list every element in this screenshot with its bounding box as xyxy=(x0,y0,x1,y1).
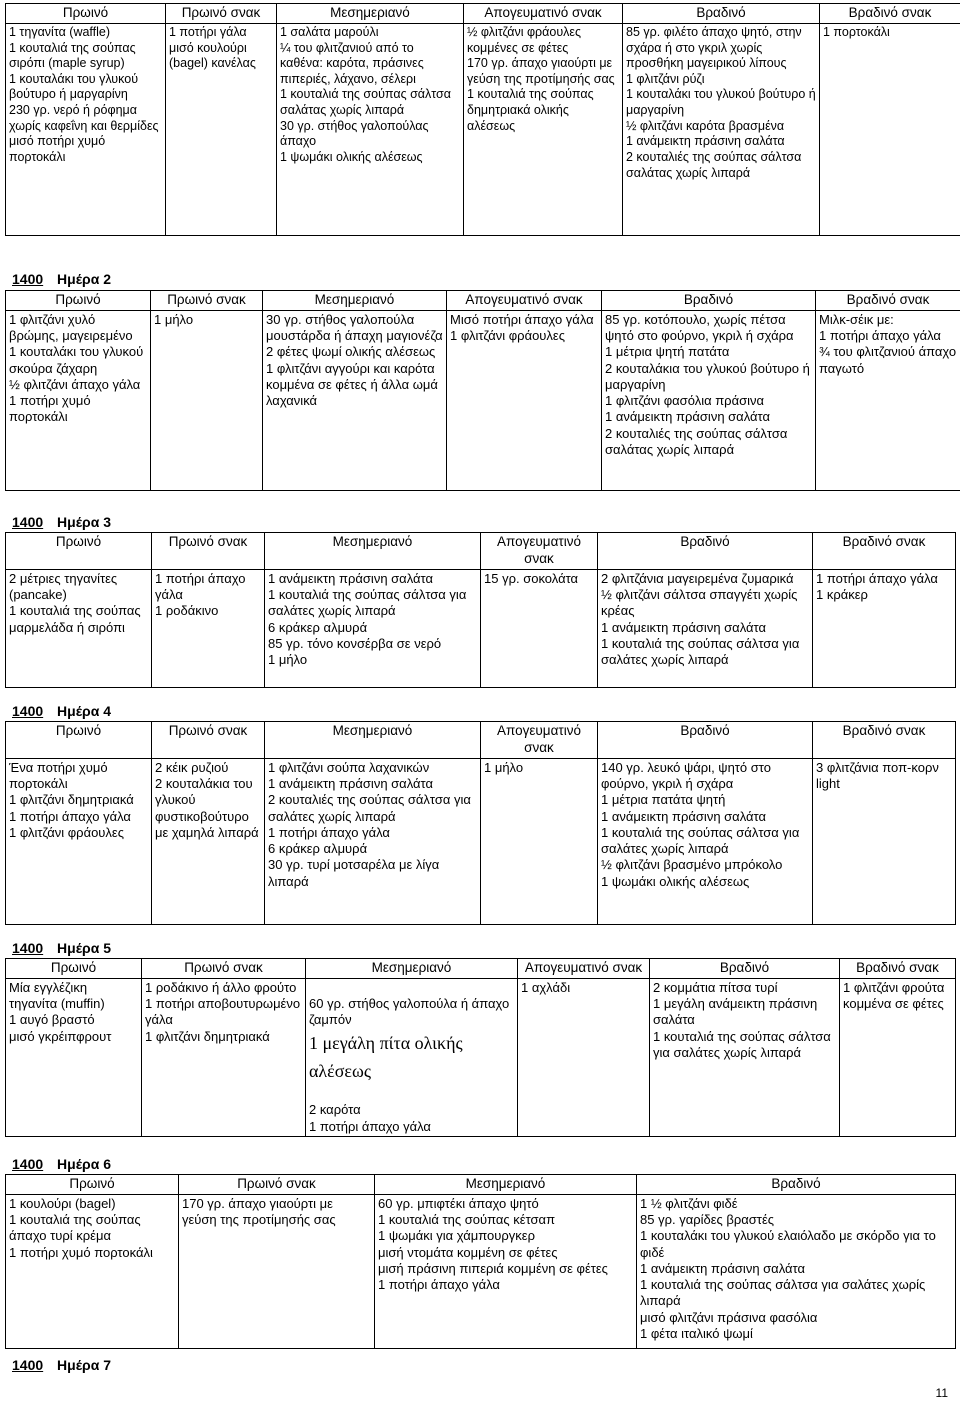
day-heading xyxy=(12,271,111,289)
cell-breakfast: 1 τηγανίτα (waffle) 1 κουταλιά της σούπας σιρόπι (maple syrup) 1 κουταλάκι του γλυκού βούτυρο ή μαργαρίνη 230 γρ. νερό ή ρόφημα χωρίς καφεΐνη και θερμίδες μισό ποτήρι χυμό πορτοκάλι xyxy=(6,23,166,235)
header-evening-snack: Βραδινό σνακ xyxy=(820,4,960,24)
header-evening-snack: Βραδινό σνακ xyxy=(813,533,956,570)
cell-lunch: 1 φλιτζάνι σούπα λαχανικών 1 ανάμεικτη πράσινη σαλάτα 2 κουταλιές της σούπας σάλτσα για σαλάτες χωρίς λιπαρά 1 ποτήρι άπαχο γάλα 6 κράκερ αλμυρά 30 γρ. τυρί μοτσαρέλα με λίγα λιπαρά xyxy=(265,758,481,924)
header-breakfast: Πρωινό xyxy=(6,533,152,570)
lunch-text-top: 60 γρ. στήθος γαλοπούλα ή άπαχο ζαμπόν xyxy=(309,996,510,1028)
day-heading xyxy=(12,1357,111,1375)
calorie-label: 1400 xyxy=(12,514,44,530)
header-breakfast: Πρωινό xyxy=(6,4,166,24)
cell-breakfast: Μία εγγλέζικη τηγανίτα (muffin) 1 αυγό βραστό μισό γκρέιπφρουτ xyxy=(6,978,142,1136)
cell-afternoon-snack: Μισό ποτήρι άπαχο γάλα 1 φλιτζάνι φράουλες xyxy=(447,310,602,490)
cell-morning-snack: 170 γρ. άπαχο γιαούρτι με γεύση της προτίμησής σας xyxy=(179,1194,375,1348)
day-name: Ημέρα 4 xyxy=(57,703,111,719)
lunch-text-bottom: 2 καρότα 1 ποτήρι άπαχο γάλα xyxy=(309,1102,431,1134)
table-row xyxy=(6,758,956,924)
day-heading xyxy=(12,940,111,958)
cell-lunch: 1 ανάμεικτη πράσινη σαλάτα 1 κουταλιά της σούπας σάλτσα για σαλάτες χωρίς λιπαρά 6 κράκερ αλμυρά 85 γρ. τόνο κονσέρβα σε νερό 1 μήλο xyxy=(265,569,481,687)
cell-morning-snack: 1 ροδάκινο ή άλλο φρούτο 1 ποτήρι αποβουτυρωμένο γάλα 1 φλιτζάνι δημητριακά xyxy=(142,978,306,1136)
cell-morning-snack: 1 μήλο xyxy=(151,310,263,490)
header-dinner: Βραδινό xyxy=(598,722,813,759)
header-dinner: Βραδινό xyxy=(650,959,840,979)
header-evening-snack: Βραδινό σνακ xyxy=(840,959,956,979)
cell-evening-snack: Μιλκ-σέικ με: 1 ποτήρι άπαχο γάλα ¾ του φλιτζανιού άπαχο παγωτό xyxy=(816,310,960,490)
header-afternoon-snack: Απογευματινό σνακ xyxy=(447,291,602,311)
day-heading xyxy=(12,1156,111,1174)
header-dinner: Βραδινό xyxy=(598,533,813,570)
cell-breakfast: 2 μέτριες τηγανίτες (pancake) 1 κουταλιά της σούπας μαρμελάδα ή σιρόπι xyxy=(6,569,152,687)
header-breakfast: Πρωινό xyxy=(6,291,151,311)
header-lunch: Μεσημεριανό xyxy=(375,1175,637,1195)
header-evening-snack: Βραδινό σνακ xyxy=(816,291,960,311)
cell-breakfast: 1 φλιτζάνι χυλό βρώμης, μαγειρεμένο 1 κουταλάκι του γλυκού σκούρα ζάχαρη ½ φλιτζάνι άπαχο γάλα 1 ποτήρι χυμό πορτοκάλι xyxy=(6,310,151,490)
day-heading xyxy=(12,514,111,532)
table-row xyxy=(6,23,960,235)
meal-table-day-4 xyxy=(5,721,956,925)
cell-evening-snack: 1 ποτήρι άπαχο γάλα 1 κράκερ xyxy=(813,569,956,687)
header-dinner: Βραδινό xyxy=(637,1175,956,1195)
table-header-row xyxy=(6,4,960,24)
meal-table-day-2 xyxy=(5,290,960,491)
header-morning-snack: Πρωινό σνακ xyxy=(151,291,263,311)
cell-afternoon-snack: 15 γρ. σοκολάτα xyxy=(481,569,598,687)
meal-table-day-3 xyxy=(5,532,956,688)
cell-lunch: 60 γρ. μπιφτέκι άπαχο ψητό 1 κουταλιά της σούπας κέτσαπ 1 ψωμάκι για χάμπουργκερ μισή ντομάτα κομμένη σε φέτες μισή πράσινη πιπεριά κομμένη σε φέτες 1 ποτήρι άπαχο γάλα xyxy=(375,1194,637,1348)
day-name: Ημέρα 3 xyxy=(57,514,111,530)
cell-lunch: 30 γρ. στήθος γαλοπούλα μουστάρδα ή άπαχη μαγιονέζα 2 φέτες ψωμί ολικής αλέσεως 1 φλιτζάνι αγγούρι και καρότα κομμένα σε φέτες ή άλλα ωμά λαχανικά xyxy=(263,310,447,490)
meal-table-day-6 xyxy=(5,1174,956,1349)
cell-afternoon-snack: 1 μήλο xyxy=(481,758,598,924)
calorie-label: 1400 xyxy=(12,1156,44,1172)
header-lunch: Μεσημεριανό xyxy=(277,4,464,24)
header-afternoon-snack: Απογευματινό σνακ xyxy=(481,533,598,570)
lunch-text-large: 1 μεγάλη πίτα ολικής αλέσεως xyxy=(309,1032,463,1082)
table-header-row xyxy=(6,533,956,570)
header-breakfast: Πρωινό xyxy=(6,722,152,759)
cell-morning-snack: 1 ποτήρι γάλα μισό κουλούρι (bagel) κανέλας xyxy=(166,23,277,235)
header-evening-snack: Βραδινό σνακ xyxy=(813,722,956,759)
day-name: Ημέρα 5 xyxy=(57,940,111,956)
cell-breakfast: Ένα ποτήρι χυμό πορτοκάλι 1 φλιτζάνι δημητριακά 1 ποτήρι άπαχο γάλα 1 φλιτζάνι φράουλες xyxy=(6,758,152,924)
table-row xyxy=(6,1194,956,1348)
cell-evening-snack: 1 πορτοκάλι xyxy=(820,23,960,235)
header-morning-snack: Πρωινό σνακ xyxy=(166,4,277,24)
header-morning-snack: Πρωινό σνακ xyxy=(152,533,265,570)
table-header-row xyxy=(6,1175,956,1195)
cell-dinner: 2 φλιτζάνια μαγειρεμένα ζυμαρικά ½ φλιτζάνι σάλτσα σπαγγέτι χωρίς κρέας 1 ανάμεικτη πράσινη σαλάτα 1 κουταλιά της σούπας σάλτσα για σαλάτες χωρίς λιπαρά xyxy=(598,569,813,687)
cell-morning-snack: 2 κέικ ρυζιού 2 κουταλάκια του γλυκού φυστικοβούτυρο με χαμηλά λιπαρά xyxy=(152,758,265,924)
day-name: Ημέρα 6 xyxy=(57,1156,111,1172)
header-lunch: Μεσημεριανό xyxy=(265,722,481,759)
calorie-label: 1400 xyxy=(12,940,44,956)
cell-dinner: 2 κομμάτια πίτσα τυρί 1 μεγάλη ανάμεικτη πράσινη σαλάτα 1 κουταλιά της σούπας σάλτσα για σαλάτες χωρίς λιπαρά xyxy=(650,978,840,1136)
cell-morning-snack: 1 ποτήρι άπαχο γάλα 1 ροδάκινο xyxy=(152,569,265,687)
calorie-label: 1400 xyxy=(12,1357,44,1373)
day-name: Ημέρα 7 xyxy=(57,1357,111,1373)
table-row xyxy=(6,569,956,687)
meal-table-day-5 xyxy=(5,958,956,1137)
cell-evening-snack: 1 φλιτζάνι φρούτα κομμένα σε φέτες xyxy=(840,978,956,1136)
table-row xyxy=(6,310,960,490)
header-afternoon-snack: Απογευματινό σνακ xyxy=(518,959,650,979)
cell-afternoon-snack: ½ φλιτζάνι φράουλες κομμένες σε φέτες 170 γρ. άπαχο γιαούρτι με γεύση της προτίμησής σας 1 κουταλιά της σούπας δημητριακά ολικής αλέσεως xyxy=(464,23,623,235)
meal-table-day-1 xyxy=(5,3,960,236)
header-breakfast: Πρωινό xyxy=(6,959,142,979)
cell-evening-snack: 3 φλιτζάνια ποπ-κορν light xyxy=(813,758,956,924)
header-lunch: Μεσημεριανό xyxy=(265,533,481,570)
cell-dinner: 1 ½ φλιτζάνι φιδέ 85 γρ. γαρίδες βραστές 1 κουταλάκι του γλυκού ελαιόλαδο με σκόρδο για το φιδέ 1 ανάμεικτη πράσινη σαλάτα 1 κουταλιά της σούπας σάλτσα για σαλάτες χωρίς λιπαρά μισό φλιτζάνι πράσινα φασόλια 1 φέτα ιταλικό ψωμί xyxy=(637,1194,956,1348)
calorie-label: 1400 xyxy=(12,271,44,287)
cell-afternoon-snack: 1 αχλάδι xyxy=(518,978,650,1136)
header-morning-snack: Πρωινό σνακ xyxy=(152,722,265,759)
page-number: 11 xyxy=(935,1386,948,1400)
cell-lunch xyxy=(306,978,518,1136)
header-dinner: Βραδινό xyxy=(602,291,816,311)
header-lunch: Μεσημεριανό xyxy=(263,291,447,311)
table-row xyxy=(6,978,956,1136)
cell-breakfast: 1 κουλούρι (bagel) 1 κουταλιά της σούπας άπαχο τυρί κρέμα 1 ποτήρι χυμό πορτοκάλι xyxy=(6,1194,179,1348)
cell-dinner: 140 γρ. λευκό ψάρι, ψητό στο φούρνο, γκριλ ή σχάρα 1 μέτρια πατάτα ψητή 1 ανάμεικτη πράσινη σαλάτα 1 κουταλιά της σούπας σάλτσα για σαλάτες χωρίς λιπαρά ½ φλιτζάνι βρασμένο μπρόκολο 1 ψωμάκι ολικής αλέσεως xyxy=(598,758,813,924)
header-morning-snack: Πρωινό σνακ xyxy=(179,1175,375,1195)
day-heading xyxy=(12,703,111,721)
header-afternoon-snack: Απογευματινό σνακ xyxy=(464,4,623,24)
cell-dinner: 85 γρ. κοτόπουλο, χωρίς πέτσα ψητό στο φούρνο, γκριλ ή σχάρα 1 μέτρια ψητή πατάτα 2 κουταλάκια του γλυκού βούτυρο ή μαργαρίνη 1 φλιτζάνι φασόλια πράσινα 1 ανάμεικτη πράσινη σαλάτα 2 κουταλιές της σούπας σάλτσα σαλάτας χωρίς λιπαρά xyxy=(602,310,816,490)
calorie-label: 1400 xyxy=(12,703,44,719)
cell-dinner: 85 γρ. φιλέτο άπαχο ψητό, στην σχάρα ή στο γκριλ χωρίς προσθήκη μαγειρικού λίπους 1 φλιτζάνι ρύζι 1 κουταλάκι του γλυκού βούτυρο ή μαργαρίνη ½ φλιτζάνι καρότα βρασμένα 1 ανάμεικτη πράσινη σαλάτα 2 κουταλιές της σούπας σάλτσα σαλάτας χωρίς λιπαρά xyxy=(623,23,820,235)
table-header-row xyxy=(6,959,956,979)
table-header-row xyxy=(6,722,956,759)
cell-lunch: 1 σαλάτα μαρούλι ¼ του φλιτζανιού από το καθένα: καρότα, πράσινες πιπεριές, λάχανο, σέλερι 1 κουταλιά της σούπας σάλτσα σαλάτας χωρίς λιπαρά 30 γρ. στήθος γαλοπούλας άπαχο 1 ψωμάκι ολικής αλέσεως xyxy=(277,23,464,235)
header-afternoon-snack: Απογευματινό σνακ xyxy=(481,722,598,759)
header-morning-snack: Πρωινό σνακ xyxy=(142,959,306,979)
table-header-row xyxy=(6,291,960,311)
header-dinner: Βραδινό xyxy=(623,4,820,24)
day-name: Ημέρα 2 xyxy=(57,271,111,287)
header-lunch: Μεσημεριανό xyxy=(306,959,518,979)
header-breakfast: Πρωινό xyxy=(6,1175,179,1195)
